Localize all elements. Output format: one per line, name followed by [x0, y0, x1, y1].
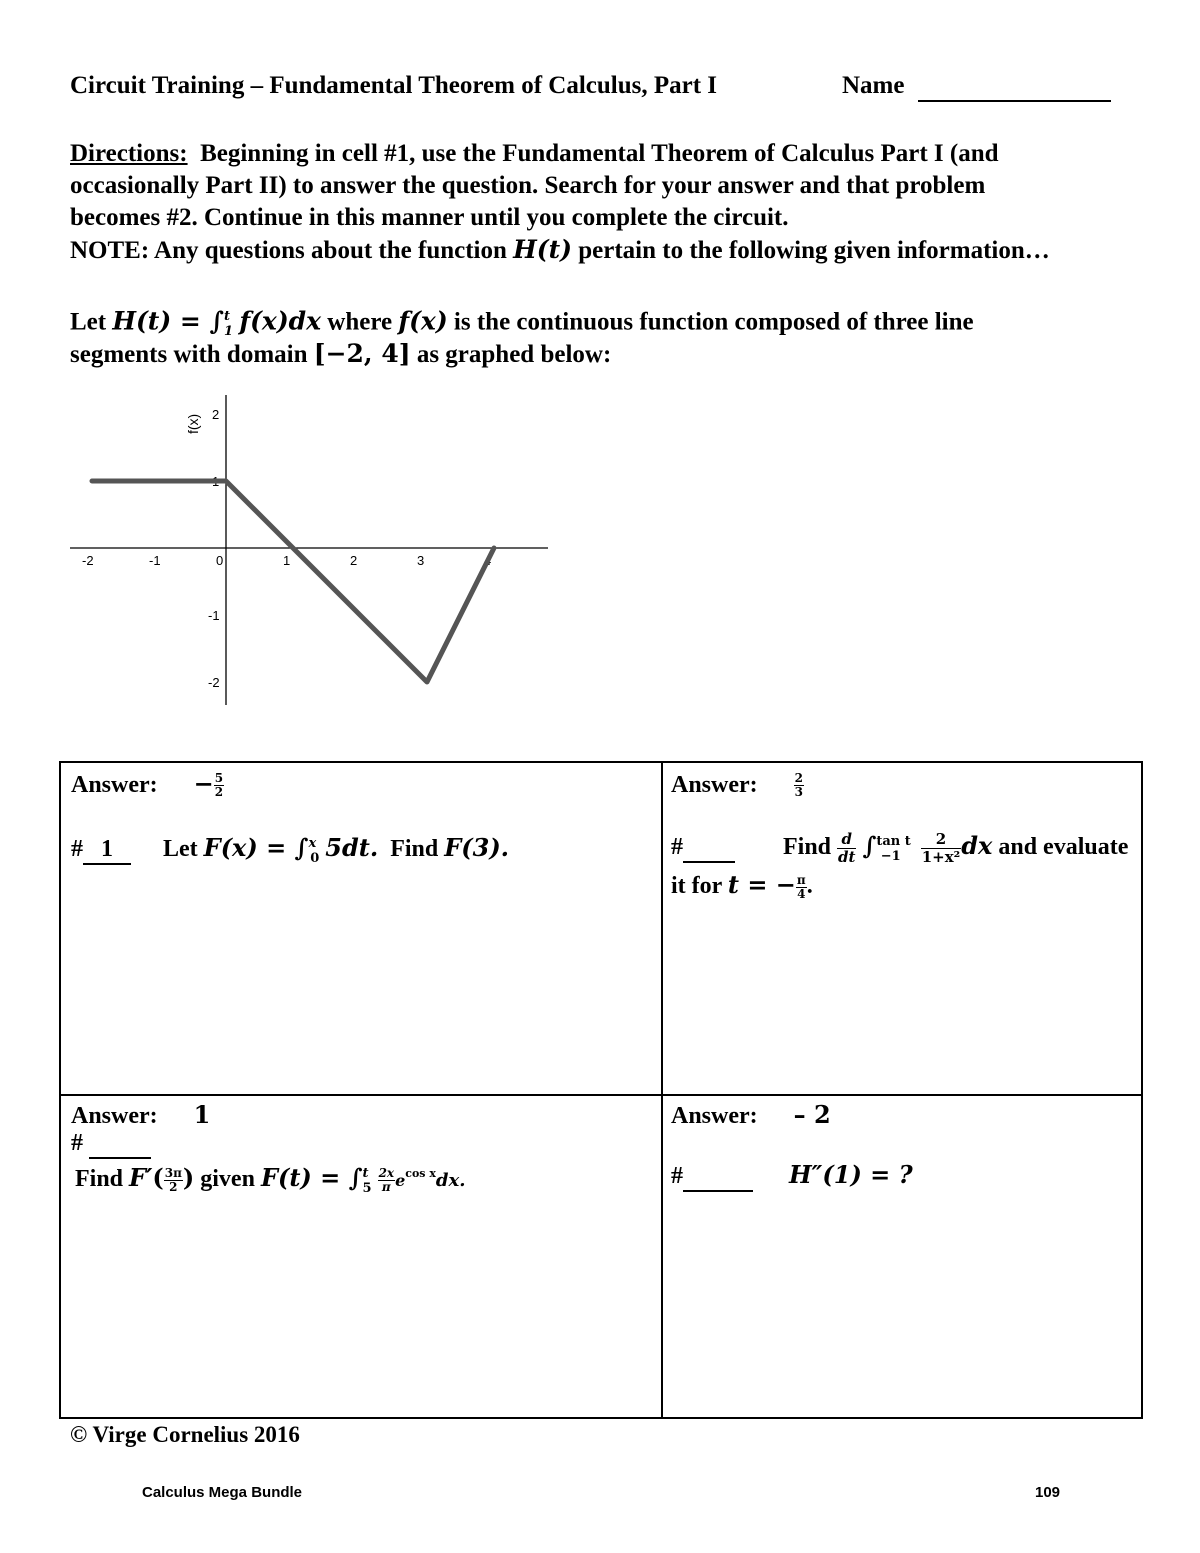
upper-limit: t — [362, 1166, 369, 1181]
y-axis-label: f(x) — [185, 413, 201, 434]
given-H: H(t) = — [112, 306, 210, 336]
x-tick-label: 4 — [484, 553, 492, 568]
answer-value: – 2 — [793, 1100, 831, 1129]
question-given: given — [200, 1166, 261, 1192]
answer-value: 1 — [193, 1100, 211, 1129]
question-rest: and evaluate — [992, 834, 1129, 861]
given-fx: f(x) — [398, 306, 448, 336]
function-graph — [60, 390, 560, 720]
answer-numerator: 2 — [794, 771, 804, 785]
derivative-dt: dt — [838, 848, 856, 866]
integrand-denominator: 1+x² — [921, 848, 961, 866]
question-find: Find — [75, 1166, 130, 1192]
answer-denominator: 3 — [794, 785, 804, 799]
circuit-grid — [59, 761, 1143, 1419]
given-where: where — [321, 308, 399, 336]
function-line — [92, 481, 494, 682]
given-lower-limit: 1 — [224, 324, 234, 340]
page-title: Circuit Training – Fundamental Theorem of Calculus, Part I — [70, 72, 718, 99]
given-domain: [−2, 4] — [313, 339, 411, 368]
argument-denominator: 2 — [169, 1179, 178, 1194]
differential: dx. — [435, 1170, 466, 1191]
copyright: © Virge Cornelius 2016 — [70, 1422, 300, 1447]
directions-label: Directions: — [70, 140, 188, 167]
y-tick-label: 1 — [212, 474, 220, 489]
given-line2b: as graphed below: — [410, 341, 612, 368]
lower-limit: 0 — [310, 850, 320, 866]
question-derivative: F′ — [129, 1163, 153, 1192]
answer-value — [194, 769, 224, 798]
question-function: F(x) = — [203, 833, 295, 862]
argument-fraction — [164, 1167, 183, 1194]
t-numerator: π — [796, 872, 806, 887]
footer-book-title: Calculus Mega Bundle — [142, 1484, 303, 1501]
exponential-base: e — [395, 1171, 406, 1190]
upper-limit: x — [308, 836, 317, 851]
question-let: Let — [163, 836, 204, 862]
integrand-numerator: 2 — [921, 831, 962, 849]
circuit-cell-4 — [671, 1100, 1141, 1410]
answer-value — [794, 769, 804, 798]
given-integrand: f(x)dx — [239, 306, 322, 336]
number-hash: # — [71, 836, 83, 862]
t-denominator: 4 — [797, 886, 806, 901]
answer-label: Answer: — [671, 772, 758, 798]
answer-numerator: 5 — [214, 771, 224, 785]
integrand-denominator: π — [381, 1179, 391, 1194]
directions-line-3: becomes #2. Continue in this manner until you complete the circuit. — [70, 204, 789, 231]
number-hash: # — [671, 834, 683, 861]
question-row — [671, 1160, 1141, 1192]
integrand: 5dt. — [325, 833, 379, 862]
x-tick-label: 3 — [417, 553, 425, 568]
question-expression: H″(1) = ? — [789, 1160, 913, 1189]
x-tick-label: 2 — [350, 553, 358, 568]
number-blank[interactable] — [683, 834, 735, 863]
integrand-fraction — [921, 831, 962, 866]
t-fraction — [796, 874, 807, 901]
answer-label: Answer: — [671, 1103, 758, 1129]
number-blank[interactable] — [683, 1163, 753, 1192]
directions-text-1: Beginning in cell #1, use the Fundamental Theorem of Calculus Part I (and — [200, 140, 999, 167]
grid-horizontal-divider — [61, 1094, 1141, 1096]
number-hash: # — [71, 1130, 83, 1156]
answer-row — [71, 1100, 651, 1130]
integral-sign: ∫ — [862, 831, 877, 861]
x-tick-label: 1 — [283, 553, 291, 568]
x-tick-label: -1 — [149, 553, 161, 568]
answer-row — [671, 1100, 1141, 1130]
argument-numerator: 3π — [164, 1165, 182, 1180]
question-row-2: it for t = − $\frac{\pi}{4}$ . — [671, 870, 813, 901]
question-line2: it for — [671, 873, 728, 899]
question-row — [71, 833, 651, 866]
question-row: Find F′( $\frac{3\pi}{2}$ ) given F(t) = ∫$^t_5$ $\frac{2x}{\pi}$ $e^{cos x}dx$. — [75, 1163, 466, 1196]
directions-line-1 — [70, 138, 999, 170]
question-find: Find — [783, 834, 838, 861]
given-integral-sign: ∫ — [209, 306, 225, 336]
exponent: cos x — [405, 1167, 436, 1180]
number-blank[interactable] — [89, 1130, 151, 1159]
circuit-cell-1 — [71, 769, 651, 1089]
number-blank[interactable] — [83, 836, 131, 865]
answer-denominator: 2 — [214, 785, 224, 799]
lower-limit: 5 — [362, 1180, 372, 1196]
circuit-cell-2 — [671, 769, 1141, 1089]
answer-sign: − — [193, 769, 214, 798]
differential: dx — [961, 831, 993, 861]
question-number-row — [71, 1130, 651, 1159]
answer-label: Answer: — [71, 1103, 158, 1129]
upper-limit: tan t — [876, 834, 911, 850]
directions-line-2: occasionally Part II) to answer the question. Search for your answer and that problem — [70, 172, 986, 199]
note-text-a: NOTE: Any questions about the function — [70, 237, 514, 264]
given-line-2 — [70, 338, 611, 371]
cell-number: 1 — [101, 836, 113, 862]
answer-row — [71, 769, 651, 799]
number-hash: # — [671, 1163, 683, 1189]
given-let: Let — [70, 308, 113, 336]
answer-row — [671, 769, 1141, 799]
given-rest: is the continuous function composed of three line — [447, 308, 974, 336]
integral-sign: ∫ — [348, 1163, 363, 1192]
question-find: Find — [390, 836, 445, 862]
lower-limit: −1 — [880, 848, 901, 864]
integral-sign: ∫ — [294, 833, 309, 862]
y-tick-label: -1 — [208, 608, 220, 623]
name-label: Name — [842, 72, 905, 99]
note-function: H(t) — [513, 235, 572, 264]
question-target: F(3). — [444, 833, 510, 862]
y-tick-label: -2 — [208, 675, 220, 690]
footer-page-number: 109 — [1035, 1484, 1061, 1501]
x-tick-label: 0 — [216, 553, 224, 568]
question-function: F(t) = — [260, 1163, 349, 1192]
circuit-cell-3 — [71, 1100, 651, 1410]
x-tick-label: -2 — [82, 553, 94, 568]
grid-vertical-divider — [661, 763, 663, 1417]
answer-label: Answer: — [71, 772, 158, 798]
integrand-numerator: 2x — [378, 1165, 395, 1180]
integrand-fraction — [378, 1167, 396, 1194]
question-row — [671, 831, 1141, 866]
page-title-row — [70, 72, 1120, 100]
name-blank-line — [918, 100, 1111, 102]
note-line — [70, 234, 1050, 267]
derivative-d: d — [837, 831, 856, 849]
y-tick-label: 2 — [212, 407, 220, 422]
given-line2a: segments with domain — [70, 341, 314, 368]
question-t-value: t = − — [727, 870, 796, 899]
derivative-operator — [837, 831, 856, 866]
note-text-b: pertain to the following given information… — [571, 237, 1050, 264]
given-upper-limit: t — [224, 309, 231, 324]
